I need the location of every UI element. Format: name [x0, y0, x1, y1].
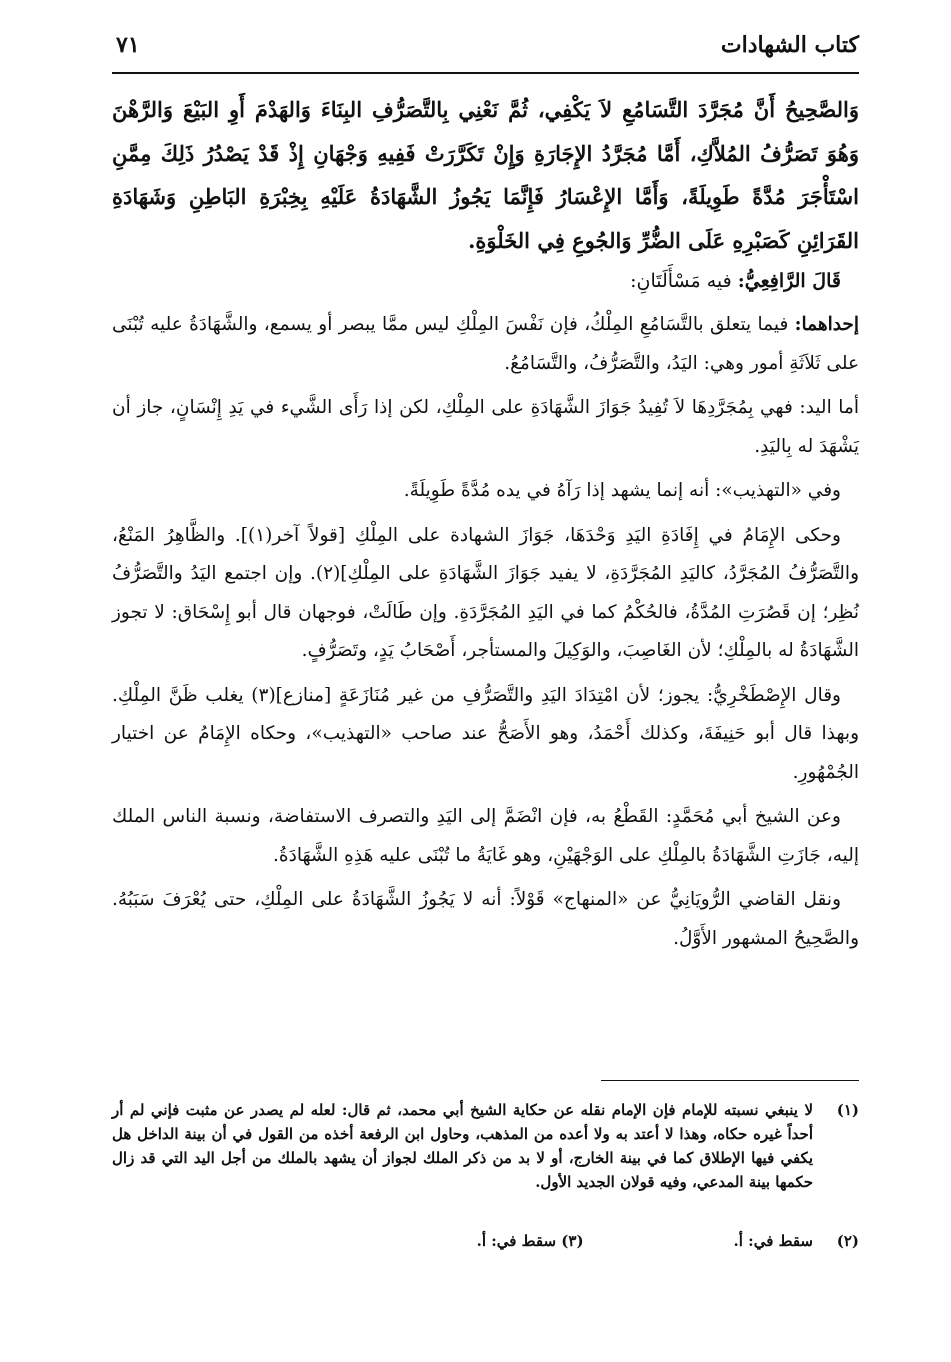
paragraph-4: وحكى الإِمَامُ في إِفَادَةِ اليَدِ وَحْدَهَا، جَوَازَ الشهادة على المِلْكِ [قولاً آخر(١)]. والظَّاهِرُ المَنْعُ، والتَّصَرُّفُ المُجَرَّدُ، كاليَدِ المُجَرَّدَةِ، لا يفيد جَوَازَ الشَّهَادَةِ على المِلْكِ](٢). وإن اجتمع اليَدُ والتَّصَرُّفُ نُظِر؛ إن قَصُرَتِ المُدَّةُ، فالحُكْمُ كما في اليَدِ المُجَرَّدَةِ. وإن طَالَتْ، فوجهان قال أبو إِسْحَاق: لا تجوز الشَّهَادَةُ له بالمِلْكِ؛ لأن الغَاصِبَ، والوَكِيلَ والمستأجر، أَصْحَابُ يَدٍ، وتَصَرُّفٍ. — [112, 524, 860, 661]
footnote-2-text: سقط في: أ. — [733, 1232, 813, 1250]
matn-text: وَالصَّحِيحُ أَنَّ مُجَرَّدَ التَّسَامُعِ لاَ يَكْفِي، ثُمَّ نَعْنِي بِالتَّصَرُّفِ البِنَاءَ وَالهَدْمَ أَوِ البَيْعَ وَالرَّهْنَ وَهُوَ تَصَرُّفُ المُلاَّكِ، أَمَّا مُجَرَّدُ الإِجَارَةِ وَإِنْ تَكَرَّرَتْ فَفِيهِ وَجْهَانِ إِذْ قَدْ يَصْدُرُ ذَلِكَ مِمَّنِ اسْتَأْجَرَ مُدَّةً طَوِيلَةً، وَأَمَّا الإِعْسَارُ فَإِنَّمَا يَجُوزُ الشَّهَادَةُ عَلَيْهِ بِخِبْرَةِ البَاطِنِ وَشَهَادَةِ القَرَائِنِ كَصَبْرِهِ عَلَى الضُّرِّ وَالجُوعِ فِي الخَلْوَةِ. — [112, 97, 859, 253]
footnote-2-3 — [112, 1229, 859, 1253]
footnote-3-text: (٣) سقط في: أ. — [476, 1232, 584, 1250]
section-heading-rest: فيه مَسْأَلَتَانِ: — [630, 270, 732, 292]
paragraph-2: أما اليد: فهي بِمُجَرَّدِهَا لاَ تُفِيدُ جَوَازَ الشَّهَادَةِ على المِلْكِ، لكن إذا رَأَى الشَّيء في يَدِ إِنْسَانٍ، جاز أن يَشْهَدَ له بِاليَدِ. — [112, 397, 859, 457]
footnote-2-number: (٢) — [836, 1232, 859, 1250]
chapter-title: كتاب الشهادات — [720, 32, 859, 58]
page-number: ٧١ — [116, 32, 140, 58]
footnote-divider — [601, 1080, 859, 1081]
section-heading-speaker: قَالَ الرَّافِعِيُّ: — [737, 270, 841, 292]
paragraph-6: وعن الشيخ أبي مُحَمَّدٍ: القَطْعُ به، فإن انْضَمَّ إلى اليَدِ والتصرف الاستفاضة، ونسبة الناس الملك إليه، جَازَتِ الشَّهَادَةُ بالمِلْكِ على الوَجْهَيْنِ، وهو غَايَةُ ما تُبْنَى عليه هَذِهِ الشَّهَادَةُ. — [112, 806, 859, 866]
running-header — [112, 28, 859, 74]
paragraph-5: وقال الإِصْطَخْرِيُّ: يجوز؛ لأن امْتِدَادَ اليَدِ والتَّصَرُّفِ من غير مُنَازَعَةٍ [منازع](٣) يغلب ظَنَّ المِلْكِ. وبهذا قال أبو حَنِيفَةَ، وكذلك أَحْمَدُ، وهو الأَصَحُّ عند صاحب «التهذيب»، وحكاه الإِمَامُ عن اختيار الجُمْهُورِ. — [112, 684, 859, 783]
paragraph-1-lead: إحداهما: — [794, 314, 859, 335]
footnote-1 — [112, 1098, 859, 1194]
paragraph-3: وفي «التهذيب»: أنه إنما يشهد إذا رَآهُ في يده مُدَّةً طَوِيلَةً. — [403, 480, 841, 501]
footnote-1-number: (١) — [836, 1101, 859, 1119]
paragraph-1 — [112, 306, 859, 383]
main-text — [112, 88, 859, 958]
paragraph-1-text: فيما يتعلق بالتَّسَامُعِ المِلْكُ، فإن نَفْسَ المِلْكِ ليس ممَّا يبصر أو يسمع، والشَّهَادَةُ عليه تُبْنَى على ثَلاَثَةِ أمور وهي: اليَدُ، والتَّصَرُّفُ، والتَّسَامُعُ. — [112, 314, 859, 374]
footnote-1-text: لا ينبغي نسبته للإمام فإن الإمام نقله عن حكاية الشيخ أبي محمد، ثم قال: لعله لم يصدر عن مثبت فإني لم أر أحداً غيره حكاه، وهذا لا أعتد به ولا أعده من المذهب، وحاول ابن الرفعة أخذه من القول في أن بينة الداخل هل يكفي فيها الإطلاق كما في بينة الخارج، أو لا بد من ذكر الملك لجواز أن يشهد بالملك من أجل اليد التي قد زال حكمها بينة المدعي، وفيه قولان الجديد الأول. — [112, 1101, 813, 1191]
section-heading — [112, 262, 841, 300]
paragraph-7: ونقل القاضي الرُّويَانِيُّ عن «المنهاج» قَوْلاً: أنه لا يَجُوزُ الشَّهَادَةُ على المِلْكِ، حتى يُعْرَفَ سَبَبُهُ. والصَّحِيحُ المشهور الأَوَّلُ. — [112, 889, 859, 949]
